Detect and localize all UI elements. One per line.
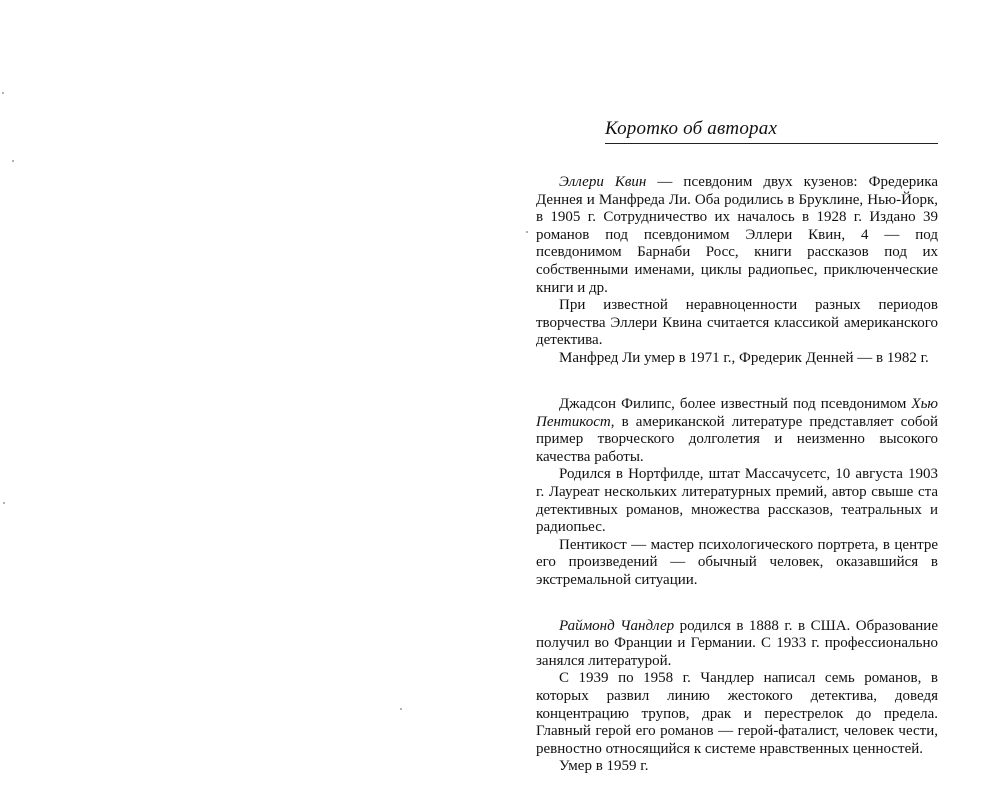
scan-speck <box>3 502 5 504</box>
scan-speck <box>12 160 14 162</box>
author-name: Раймонд Чандлер <box>559 617 675 634</box>
scan-speck <box>2 92 4 94</box>
paragraph: Манфред Ли умер в 1971 г., Фредерик Денней — в 1982 г. <box>559 349 929 366</box>
paragraph: Эллери Квин — псевдоним двух кузенов: Фредерика Деннея и Манфреда Ли. Оба родились в Бруклине, Нью-Йорк, в 1905 г. Сотрудничество их началось в 1928 г. Издано 39 романов под псевдонимом Эллери Квин, 4 — под псевдонимом Барнаби Росс, книги рассказов под их собственными именами, циклы радиопьес, приключенческие книги и др. <box>536 174 938 296</box>
heading-rule <box>605 118 938 144</box>
page-title: Коротко об авторах <box>605 118 778 139</box>
paragraph: Джадсон Филипс, более известный под псевдонимом Хью Пентикост, в американской литературе представляет собой пример творческого долголетия и неизменно высокого качества работы. <box>536 396 938 465</box>
author-name: Эллери Квин <box>559 174 647 190</box>
author-block-queen <box>536 174 938 368</box>
authors-column <box>536 174 938 776</box>
section-gap <box>536 368 938 397</box>
paragraph: Умер в 1959 г. <box>559 758 649 775</box>
section-gap <box>536 590 938 618</box>
paragraph: Родился в Нортфилде, штат Массачусетс, 10 августа 1903 г. Лауреат нескольких литературных премий, автор свыше ста детективных романов, множества рассказов, театральных и радиопьес. <box>536 466 938 536</box>
scan-speck <box>400 708 402 710</box>
paragraph: С 1939 по 1958 г. Чандлер написал семь романов, в которых развил линию жестокого детектива, доведя концентрацию трупов, драк и перестрелок до предела. Главный герой его романов — герой-фаталист, человек чести, ревностно относящийся к системе нравственных ценностей. <box>536 670 938 757</box>
scan-speck <box>526 231 528 233</box>
author-block-chandler <box>536 618 938 776</box>
paragraph: Раймонд Чандлер родился в 1888 г. в США. Образование получил во Франции и Германии. С 1933 г. профессионально занялся литературой. <box>536 617 938 669</box>
paragraph: При известной неравноценности разных периодов творчества Эллери Квина считается классикой американского детектива. <box>536 297 938 349</box>
author-name: Хью Пентикост <box>536 396 938 430</box>
author-block-pentecost <box>536 396 938 590</box>
paragraph: Пентикост — мастер психологического портрета, в центре его произведений — обычный человек, оказавшийся в экстремальной ситуации. <box>536 536 938 588</box>
